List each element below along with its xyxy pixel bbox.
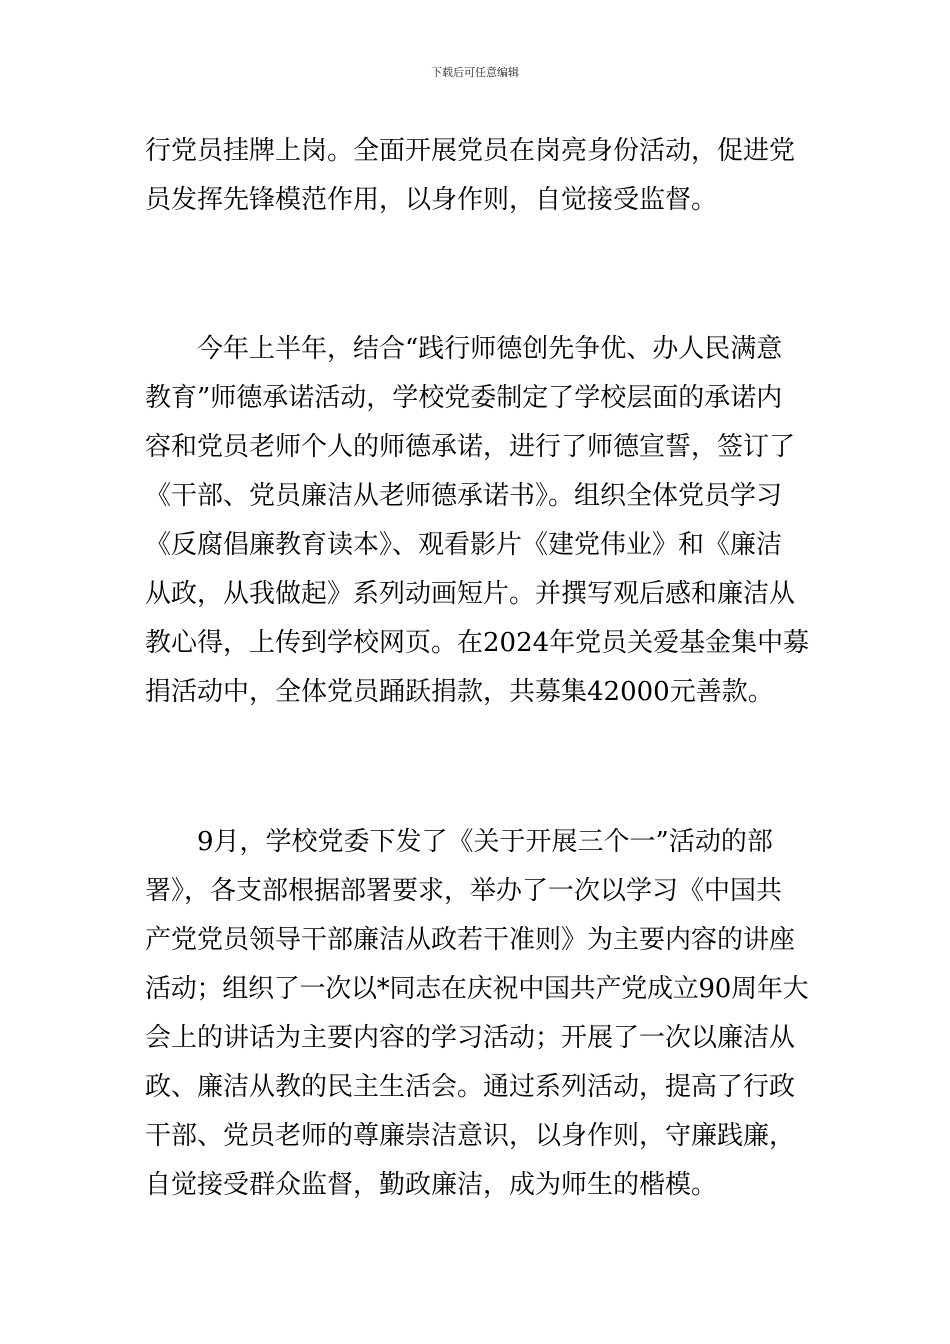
text-line: 教育”师德承诺活动，学校党委制定了学校层面的承诺内 [145,383,783,413]
text-line: 署》，各支部根据部署要求，举办了一次以学习《中国共 [145,876,783,906]
text-line: 会上的讲话为主要内容的学习活动；开展了一次以廉洁从 [145,1023,796,1053]
text-line: 教心得，上传到学校网页。在2024年党员关爱基金集中募 [145,628,810,658]
text-line: 《反腐倡廉教育读本》、观看影片《建党伟业》和《廉洁 [145,530,783,560]
text-line: 政、廉洁从教的民主生活会。通过系列活动，提高了行政 [145,1072,796,1102]
text-line: 捐活动中，全体党员踊跃捐款，共募集42000元善款。 [145,677,774,707]
text-line: 从政，从我做起》系列动画短片。并撰写观后感和廉洁从 [145,579,796,609]
paragraph-1 [145,127,810,225]
text-line: 干部、党员老师的尊廉崇洁意识，以身作则，守廉践廉， [145,1121,796,1151]
text-line: 自觉接受群众监督，勤政廉洁，成为师生的楷模。 [145,1170,718,1200]
paragraph-3 [145,818,810,1210]
page-header: 下载后可任意编辑 [431,66,519,79]
text-line: 员发挥先锋模范作用，以身作则，自觉接受监督。 [145,185,718,215]
text-line: 今年上半年，结合“践行师德创先争优、办人民满意 [145,334,783,364]
text-line: 活动；组织了一次以*同志在庆祝中国共产党成立90周年大 [145,974,809,1004]
text-line: 产党党员领导干部廉洁从政若干准则》为主要内容的讲座 [145,925,796,955]
paragraph-2 [145,325,810,717]
text-line: 行党员挂牌上岗。全面开展党员在岗亮身份活动，促进党 [145,136,796,166]
text-line: 《干部、党员廉洁从老师德承诺书》。组织全体党员学习 [145,481,783,511]
text-line: 容和党员老师个人的师德承诺，进行了师德宣誓，签订了 [145,432,796,462]
text-line: 9月，学校党委下发了《关于开展三个一”活动的部 [145,827,773,857]
